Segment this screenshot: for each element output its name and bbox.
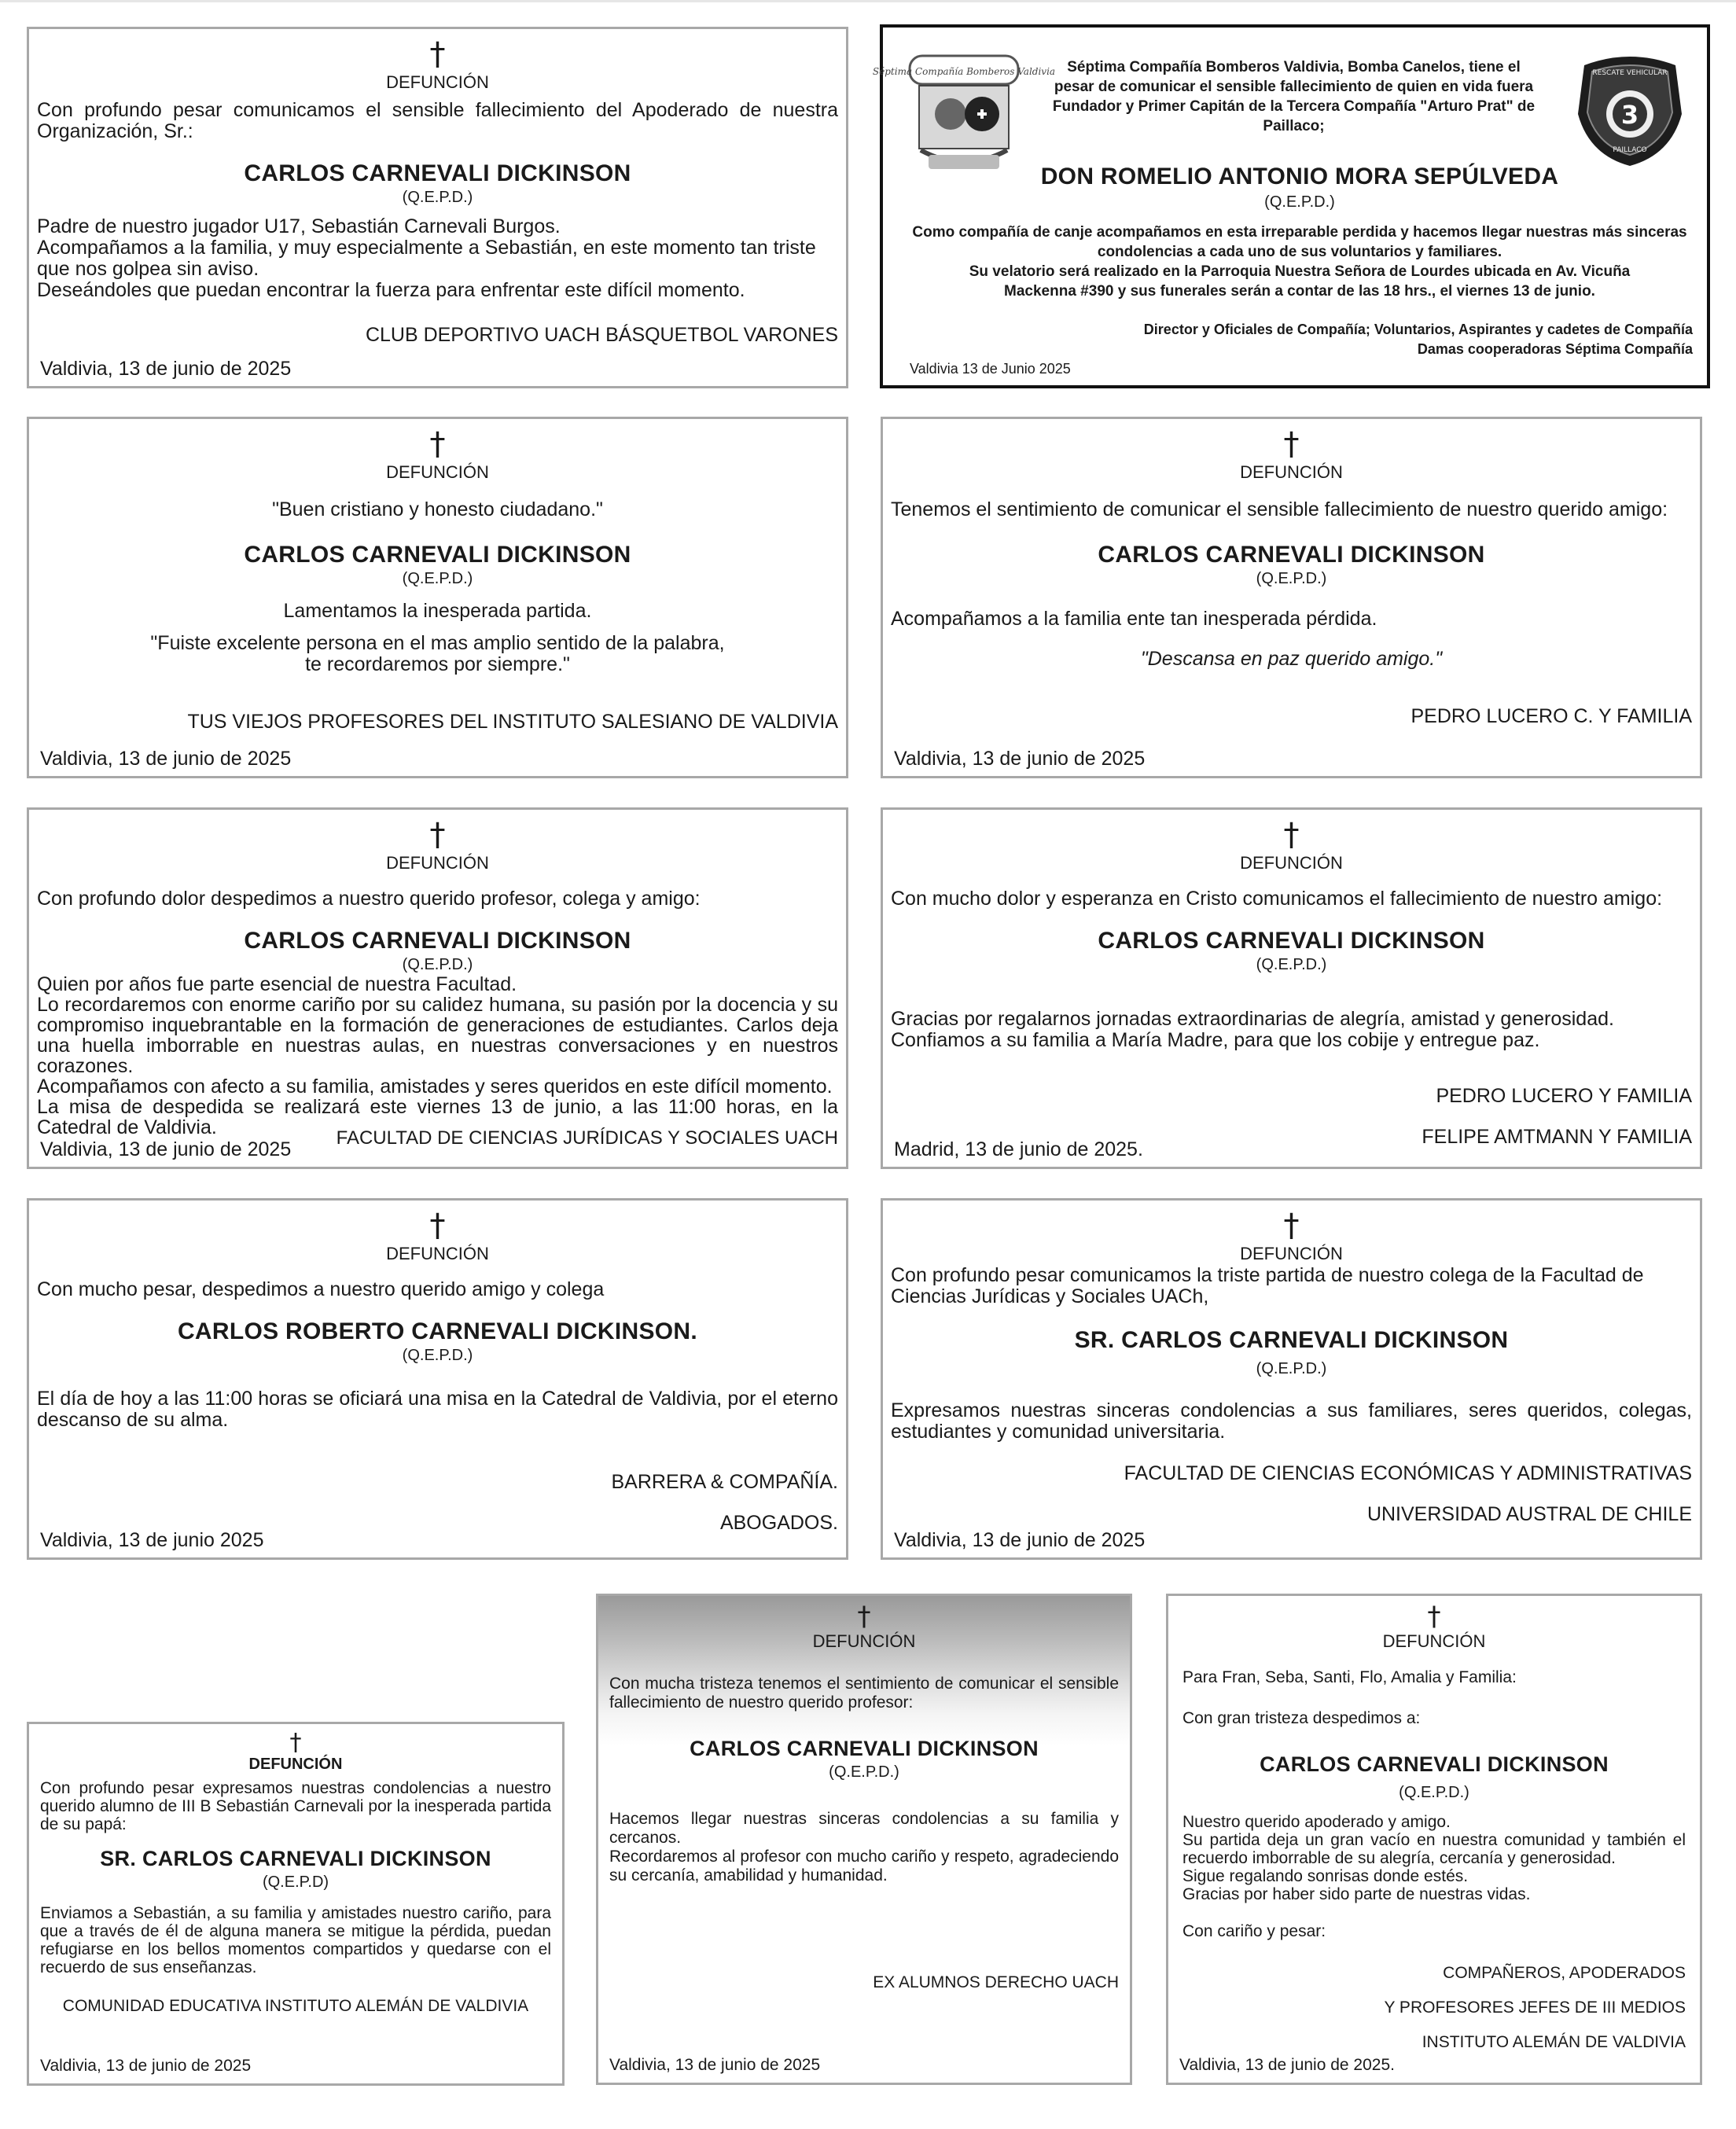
notice-body: Acompañamos con afecto a su familia, amistades y seres queridos en este difícil momento. (37, 1076, 833, 1098)
deceased-name: CARLOS CARNEVALI DICKINSON (690, 1737, 1039, 1760)
qepd-label: (Q.E.P.D.) (1256, 1360, 1327, 1377)
notice-body: Recordaremos al profesor con mucho cariño y respeto, agradeciendo su cercanía, amabilidad y humanidad. (609, 1848, 1119, 1884)
notice-signature: INSTITUTO ALEMÁN DE VALDIVIA (1422, 2033, 1686, 2051)
notice-body: Confiamos a su familia a María Madre, para que los cobije y entregue paz. (891, 1029, 1540, 1051)
obituary-notice-companeros-apoderados (1166, 1594, 1702, 2085)
obituary-notice-lucero (881, 417, 1702, 778)
notice-date: Valdivia, 13 de junio de 2025 (40, 748, 292, 770)
notice-quote: te recordaremos por siempre." (305, 653, 570, 675)
notice-intro: Con profundo pesar comunicamos la triste partida de nuestro colega de la Facultad de Ciencias Jurídicas y Sociales UACh, (891, 1264, 1644, 1307)
notice-date: Madrid, 13 de junio de 2025. (894, 1138, 1143, 1160)
notice-intro: Con profundo pesar comunicamos el sensible fallecimiento del Apoderado de nuestra Organización, Sr.: (37, 99, 838, 142)
notice-intro: Con gran tristeza despedimos a: (1182, 1709, 1421, 1727)
deceased-name: DON ROMELIO ANTONIO MORA SEPÚLVEDA (1040, 164, 1559, 189)
rescue-badge-icon (1575, 51, 1685, 169)
cross-icon: † (429, 1208, 446, 1244)
deceased-name: CARLOS CARNEVALI DICKINSON (244, 160, 631, 186)
notice-body: Quien por años fue parte esencial de nuestra Facultad. (37, 973, 517, 995)
notice-intro: Con mucha tristeza tenemos el sentimiento de comunicar el sensible fallecimiento de nuestro querido profesor: (609, 1675, 1119, 1712)
notice-date: Valdivia, 13 de junio de 2025 (40, 1138, 292, 1160)
badge-top-text: RESCATE VEHICULAR (1592, 69, 1668, 77)
badge-bottom-text: PAILLACO (1613, 146, 1647, 154)
deceased-name: CARLOS CARNEVALI DICKINSON (1260, 1752, 1609, 1776)
notice-signature: Director y Oficiales de Compañía; Voluntarios, Aspirantes y cadetes de Compañía (1143, 322, 1693, 337)
notice-body: Su velatorio será realizado en la Parroquia Nuestra Señora de Lourdes ubicada en Av. Vicuña Mackenna #390 y sus funerales serán a contar de las 18 hrs., el viernes 13 de junio. (969, 263, 1631, 300)
notice-date: Valdivia, 13 de junio de 2025 (40, 358, 292, 380)
notice-date: Valdivia, 13 de junio de 2025 (609, 2056, 821, 2074)
fire-company-emblem (872, 50, 1056, 175)
qepd-label: (Q.E.P.D.) (1256, 956, 1327, 973)
deceased-name: CARLOS CARNEVALI DICKINSON (1098, 542, 1485, 568)
rescue-badge (1575, 51, 1685, 169)
notice-signature: Damas cooperadoras Séptima Compañía (1417, 341, 1693, 357)
notice-body: Lo recordaremos con enorme cariño por su calidez humana, su pasión por la docencia y su compromiso inquebrantable en la formación de generaciones de estudiantes. Carlos deja una huella imborrable en nuestras aulas, en nuestras conversaciones y en nuestros corazones. (37, 994, 838, 1077)
notice-signature: COMUNIDAD EDUCATIVA INSTITUTO ALEMÁN DE VALDIVIA (62, 1997, 529, 2015)
notice-body: Enviamos a Sebastián, a su familia y amistades nuestro cariño, para que a través de él de alguna manera se mitigue la pérdida, puedan refugiarse en los bellos momentos compartidos y quedarse con el recuerdo de sus enseñanzas. (40, 1904, 551, 1976)
qepd-label: (Q.E.P.D.) (402, 1347, 473, 1364)
fire-company-emblem-icon (872, 50, 1056, 175)
page-top-rule (0, 0, 1736, 2)
obituary-notice-salesiano (27, 417, 848, 778)
cross-icon: † (1283, 1208, 1300, 1244)
notice-quote: "Fuiste excelente persona en el mas amplio sentido de la palabra, (150, 632, 725, 654)
notice-date: Valdivia, 13 de junio 2025 (40, 1529, 264, 1551)
notice-body: La misa de despedida se realizará este viernes 13 de junio, a las 11:00 horas, en la Catedral de Valdivia. (37, 1096, 838, 1138)
deceased-name: CARLOS ROBERTO CARNEVALI DICKINSON. (177, 1318, 698, 1344)
qepd-label: (Q.E.P.D.) (1399, 1784, 1469, 1801)
obituary-notice-club-uach (27, 27, 848, 388)
notice-intro: Tenemos el sentimiento de comunicar el sensible fallecimiento de nuestro querido amigo: (891, 498, 1668, 520)
notice-header: DEFUNCIÓN (248, 1756, 343, 1773)
notice-intro: Para Fran, Seba, Santi, Flo, Amalia y Familia: (1182, 1668, 1517, 1686)
notice-signature: UNIVERSIDAD AUSTRAL DE CHILE (1366, 1503, 1692, 1525)
cross-icon: † (289, 1729, 302, 1756)
notice-body: Su partida deja un gran vacío en nuestra comunidad y también el recuerdo imborrable de su alegría, cercanía y generosidad. (1182, 1831, 1686, 1867)
qepd-label: (Q.E.P.D.) (1264, 193, 1335, 211)
qepd-label: (Q.E.P.D.) (829, 1763, 899, 1781)
qepd-label: (Q.E.P.D.) (402, 956, 473, 973)
deceased-name: CARLOS CARNEVALI DICKINSON (244, 542, 631, 568)
notice-body: El día de hoy a las 11:00 horas se oficiará una misa en la Catedral de Valdivia, por el eterno descanso de su alma. (37, 1388, 838, 1431)
obituary-notice-facultad-economicas (881, 1198, 1702, 1560)
deceased-name: CARLOS CARNEVALI DICKINSON (244, 928, 631, 954)
notice-signature: PEDRO LUCERO C. Y FAMILIA (1410, 705, 1692, 727)
deceased-name: CARLOS CARNEVALI DICKINSON (1098, 928, 1485, 954)
cross-icon: † (429, 817, 446, 853)
notice-signature: ABOGADOS. (719, 1512, 838, 1534)
notice-signature: FELIPE AMTMANN Y FAMILIA (1422, 1126, 1692, 1148)
notice-date: Valdivia, 13 de junio de 2025 (894, 748, 1146, 770)
obituary-notice-ex-alumnos (596, 1594, 1132, 2085)
notice-body: Hacemos llegar nuestras sinceras condolencias a su familia y cercanos. (609, 1810, 1119, 1847)
cross-icon: † (1283, 426, 1300, 462)
qepd-label: (Q.E.P.D.) (1256, 570, 1327, 587)
obituary-notice-facultad-juridicas (27, 807, 848, 1169)
notice-body: Expresamos nuestras sinceras condolencias a sus familiares, seres queridos, colegas, estudiantes y comunidad universitaria. (891, 1399, 1692, 1443)
notice-body: Lamentamos la inesperada partida. (283, 600, 592, 622)
notice-intro: Con profundo dolor despedimos a nuestro querido profesor, colega y amigo: (37, 888, 701, 910)
qepd-label: (Q.E.P.D.) (402, 189, 473, 206)
notice-quote: "Buen cristiano y honesto ciudadano." (272, 498, 603, 520)
notice-signature: FACULTAD DE CIENCIAS JURÍDICAS Y SOCIALES UACH (336, 1127, 838, 1149)
notice-header: DEFUNCIÓN (812, 1631, 916, 1651)
notice-body: Sigue regalando sonrisas donde estés. (1182, 1867, 1469, 1885)
notice-intro: Séptima Compañía Bomberos Valdivia, Bomba Canelos, tiene el pesar de comunicar el sensible fallecimiento de quien en vida fuera Fundador y Primer Capitán de la Tercera Compañía "Arturo Prat" de Paillaco; (1052, 59, 1536, 134)
notice-header: DEFUNCIÓN (1240, 1244, 1343, 1263)
notice-signature: CLUB DEPORTIVO UACH BÁSQUETBOL VARONES (365, 324, 838, 346)
deceased-name: SR. CARLOS CARNEVALI DICKINSON (100, 1847, 491, 1870)
notice-signature: BARRERA & COMPAÑÍA. (611, 1471, 838, 1493)
notice-body: Acompañamos a la familia, y muy especialmente a Sebastián, en este momento tan triste que nos golpea sin aviso. (37, 237, 816, 280)
deceased-name: SR. CARLOS CARNEVALI DICKINSON (1074, 1327, 1509, 1353)
notice-body: Nuestro querido apoderado y amigo. (1182, 1813, 1451, 1831)
notice-date: Valdivia, 13 de junio de 2025 (894, 1529, 1146, 1551)
notice-date: Valdivia, 13 de junio de 2025. (1179, 2056, 1395, 2074)
notice-closing: Con cariño y pesar: (1182, 1922, 1326, 1940)
notice-intro: Con mucho pesar, despedimos a nuestro querido amigo y colega (37, 1278, 605, 1300)
cross-icon: † (429, 426, 446, 462)
qepd-label: (Q.E.P.D.) (402, 570, 473, 587)
notice-signature: TUS VIEJOS PROFESORES DEL INSTITUTO SALESIANO DE VALDIVIA (187, 711, 838, 733)
notice-header: DEFUNCIÓN (1240, 462, 1343, 482)
notice-signature: PEDRO LUCERO Y FAMILIA (1436, 1085, 1692, 1107)
notice-header: DEFUNCIÓN (386, 1244, 489, 1263)
notice-date: Valdivia, 13 de junio de 2025 (40, 2057, 252, 2075)
notice-header: DEFUNCIÓN (386, 462, 489, 482)
cross-icon: † (857, 1601, 871, 1632)
notice-signature: Y PROFESORES JEFES DE III MEDIOS (1384, 1998, 1686, 2017)
notice-header: DEFUNCIÓN (386, 853, 489, 873)
qepd-label: (Q.E.P.D) (262, 1873, 329, 1891)
obituary-notice-lucero-amtmann (881, 807, 1702, 1169)
notice-header: DEFUNCIÓN (1382, 1631, 1486, 1651)
obituary-notice-instituto-aleman (27, 1722, 565, 2086)
emblem-text: Séptima Compañía Bomberos Valdivia (872, 66, 1056, 77)
cross-icon: † (429, 36, 446, 72)
notice-body: Acompañamos a la familia ente tan inesperada pérdida. (891, 608, 1377, 630)
notice-date: Valdivia 13 de Junio 2025 (910, 361, 1071, 377)
notice-body: Gracias por regalarnos jornadas extraordinarias de alegría, amistad y generosidad. (891, 1008, 1614, 1030)
badge-number: 3 (1620, 100, 1639, 130)
obituary-notice-bomberos (872, 24, 1710, 388)
notice-body: Padre de nuestro jugador U17, Sebastián Carnevali Burgos. (37, 215, 561, 237)
notice-body: Como compañía de canje acompañamos en esta irreparable perdida y hacemos llegar nuestras más sinceras condolencias a cada uno de sus voluntarios y familiares. (912, 224, 1687, 260)
notice-signature: FACULTAD DE CIENCIAS ECONÓMICAS Y ADMINISTRATIVAS (1124, 1462, 1692, 1484)
notice-header: DEFUNCIÓN (386, 72, 489, 92)
notice-signature: COMPAÑEROS, APODERADOS (1443, 1964, 1686, 1982)
notice-quote: "Descansa en paz querido amigo." (1140, 648, 1443, 670)
notice-header: DEFUNCIÓN (1240, 853, 1343, 873)
notice-signature: EX ALUMNOS DERECHO UACH (873, 1973, 1119, 1991)
notice-intro: Con mucho dolor y esperanza en Cristo comunicamos el fallecimiento de nuestro amigo: (891, 888, 1663, 910)
cross-icon: † (1283, 817, 1300, 853)
notice-body: Gracias por haber sido parte de nuestras vidas. (1182, 1885, 1531, 1903)
notice-body: Deseándoles que puedan encontrar la fuerza para enfrentar este difícil momento. (37, 279, 745, 301)
cross-icon: † (1427, 1601, 1441, 1632)
obituary-notice-barrera (27, 1198, 848, 1560)
notice-intro: Con profundo pesar expresamos nuestras condolencias a nuestro querido alumno de III B Sebastián Carnevali por la inesperada partida de su papá: (40, 1779, 551, 1833)
